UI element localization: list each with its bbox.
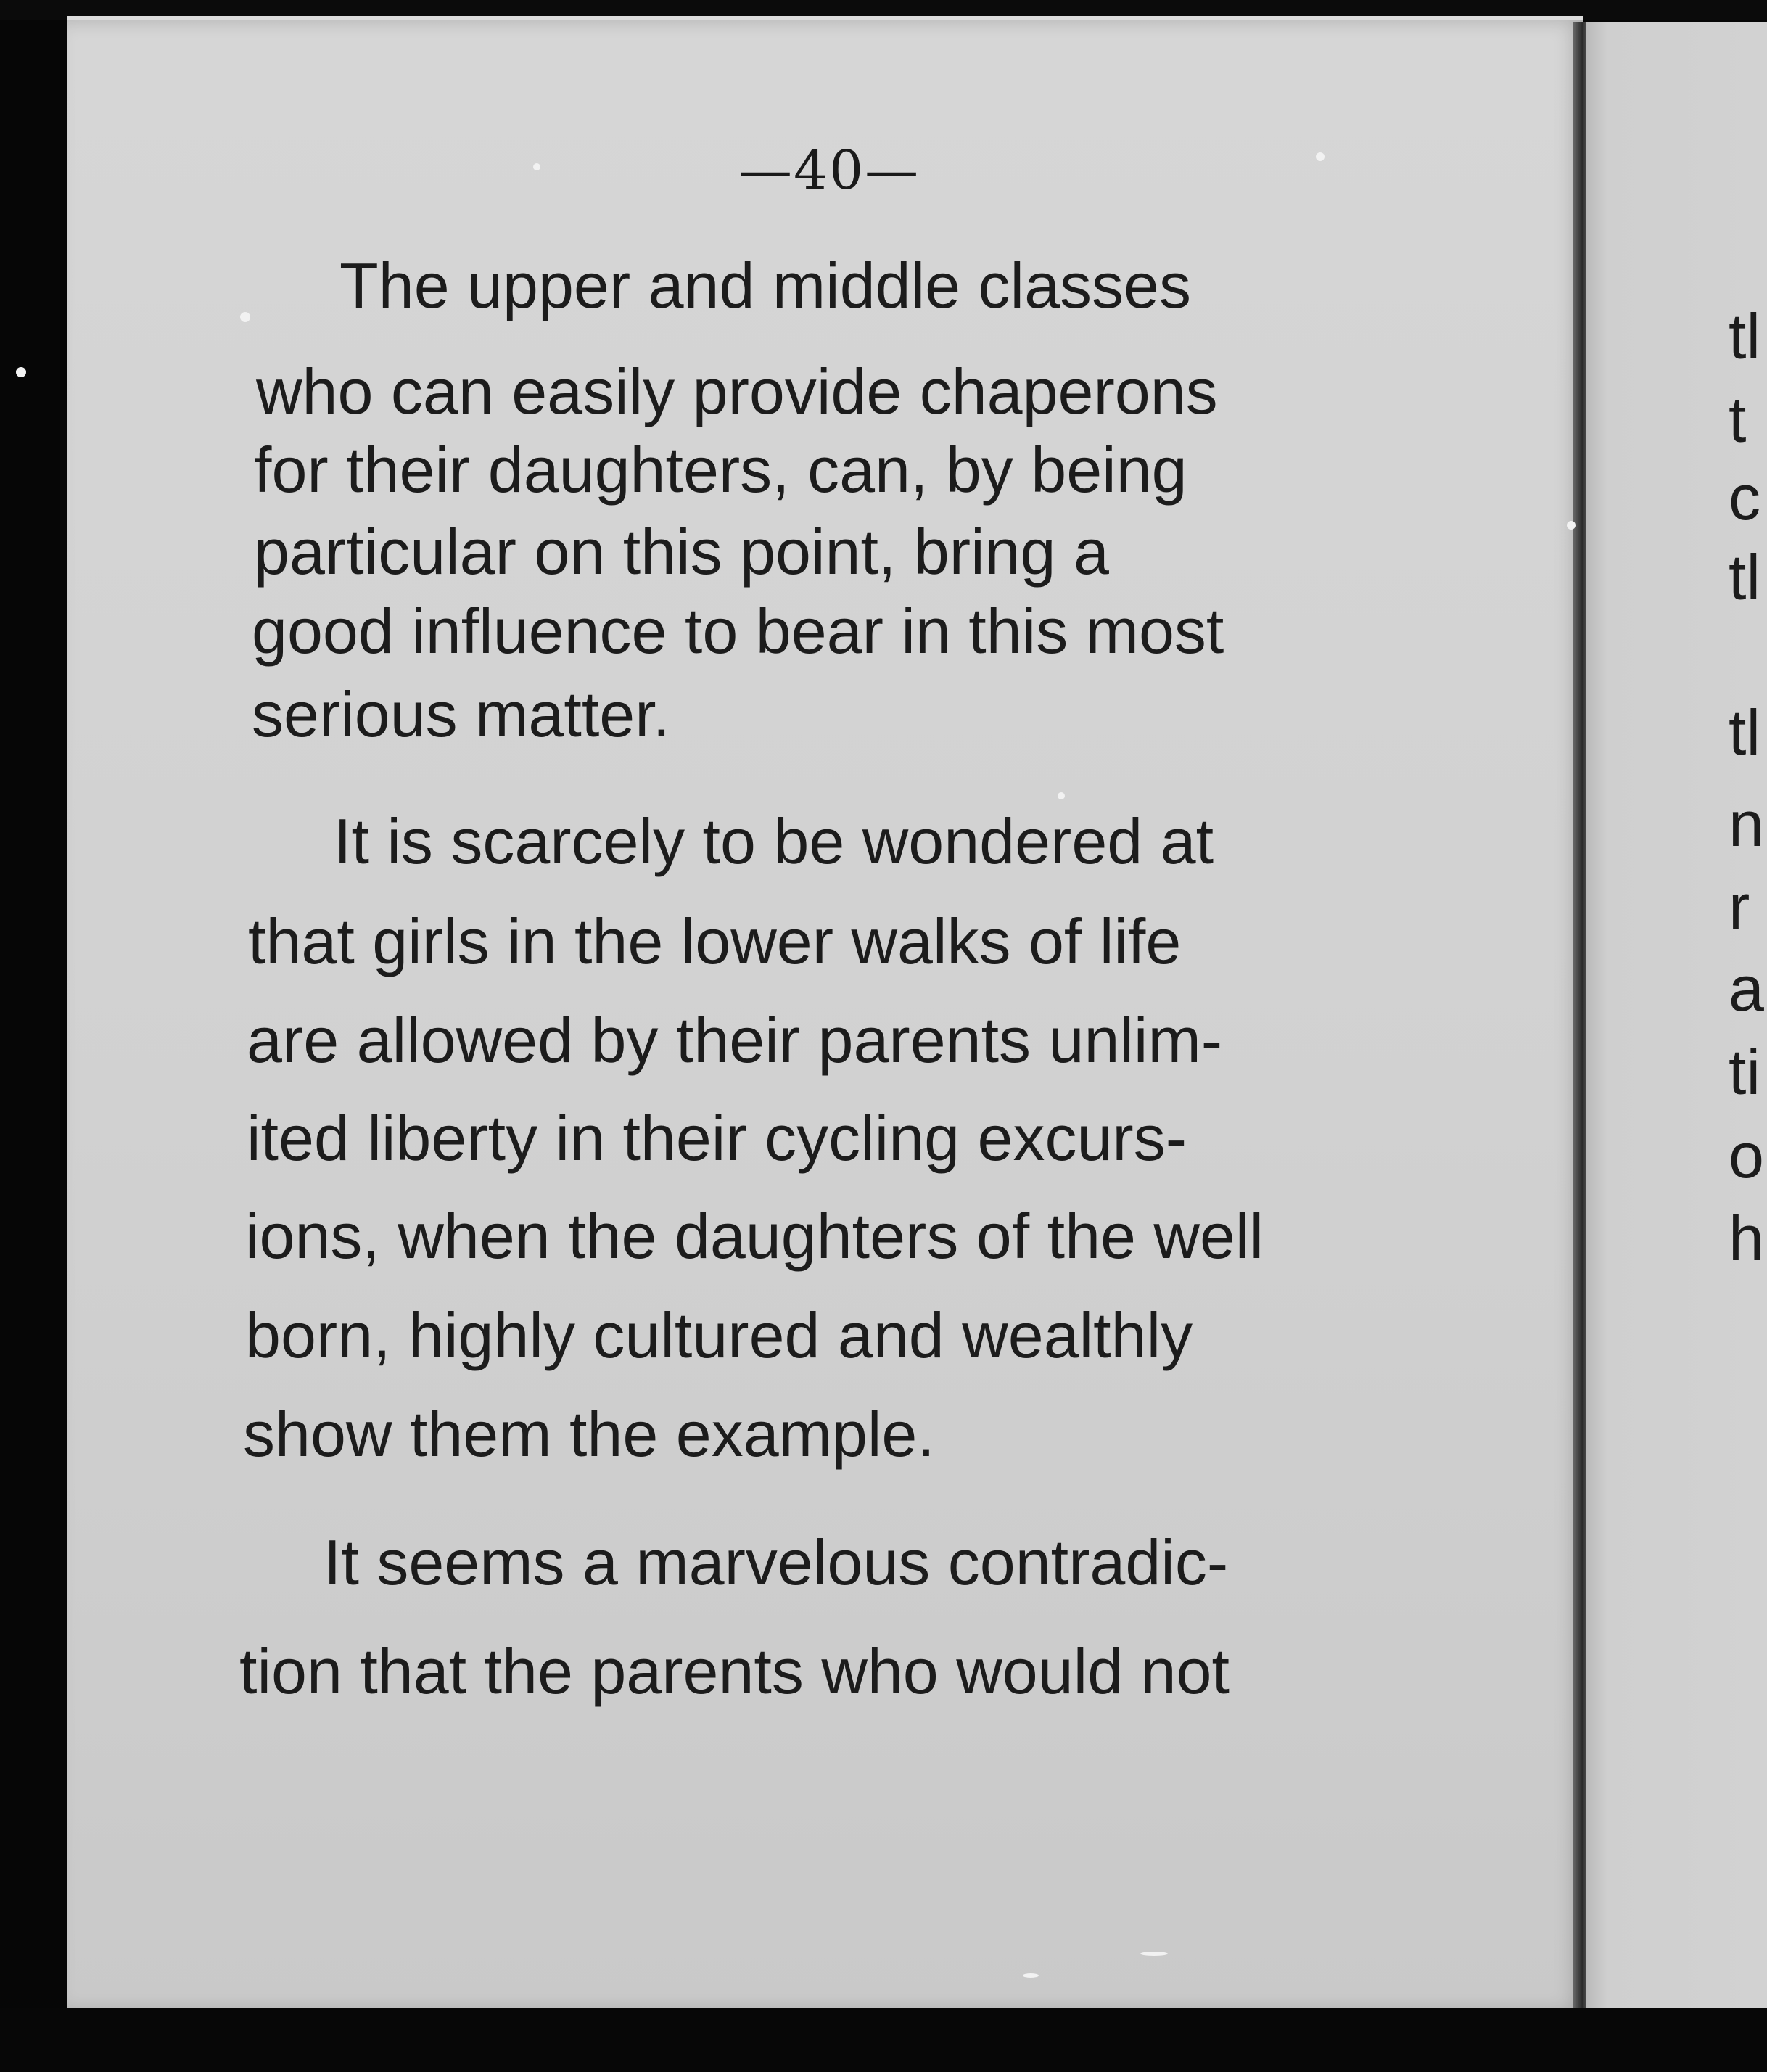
body-text-line: ions, when the daughters of the well (245, 1200, 1264, 1272)
right-page-fragment: c (1729, 461, 1760, 533)
dust-speck (1023, 1973, 1039, 1978)
right-page-fragment: o (1729, 1119, 1764, 1191)
right-page-fragment: tl (1729, 541, 1760, 613)
dust-speck (1567, 521, 1576, 530)
dust-speck (1316, 152, 1325, 161)
body-text-line: It seems a marvelous contradic- (324, 1526, 1229, 1598)
body-text-line: The upper and middle classes (339, 250, 1191, 321)
right-page-fragment: tl (1729, 696, 1760, 768)
body-text-line: for their daughters, can, by being (254, 434, 1187, 506)
dust-speck (16, 367, 26, 377)
right-page-fragment: h (1729, 1202, 1764, 1274)
body-text-line: who can easily provide chaperons (256, 355, 1218, 427)
right-page-fragment: tl (1729, 300, 1760, 372)
right-page-fragment: t (1729, 384, 1747, 456)
body-text-line: serious matter. (252, 678, 671, 750)
body-text-line: show them the example. (243, 1398, 935, 1470)
body-text-line: tion that the parents who would not (239, 1635, 1230, 1707)
body-text-line: are allowed by their parents unlim- (247, 1004, 1223, 1076)
page-number: —40— (738, 139, 920, 202)
scan-bottom-border (0, 2008, 1767, 2072)
dust-speck (1058, 792, 1065, 799)
dust-speck (533, 163, 540, 170)
body-text-line: born, highly cultured and wealthly (245, 1299, 1193, 1371)
body-text-line: particular on this point, bring a (254, 516, 1109, 588)
dust-speck (1140, 1952, 1168, 1956)
right-page-fragment: a (1729, 953, 1764, 1024)
body-text-line: good influence to bear in this most (252, 595, 1224, 667)
body-text-line: that girls in the lower walks of life (248, 905, 1182, 977)
right-page-fragment: ti (1729, 1036, 1760, 1108)
body-text-line: It is scarcely to be wondered at (334, 805, 1214, 877)
dust-speck (240, 312, 250, 322)
right-page-fragment: n (1729, 788, 1764, 860)
right-page-fragment: r (1729, 871, 1750, 942)
body-text-line: ited liberty in their cycling excurs- (247, 1102, 1187, 1174)
